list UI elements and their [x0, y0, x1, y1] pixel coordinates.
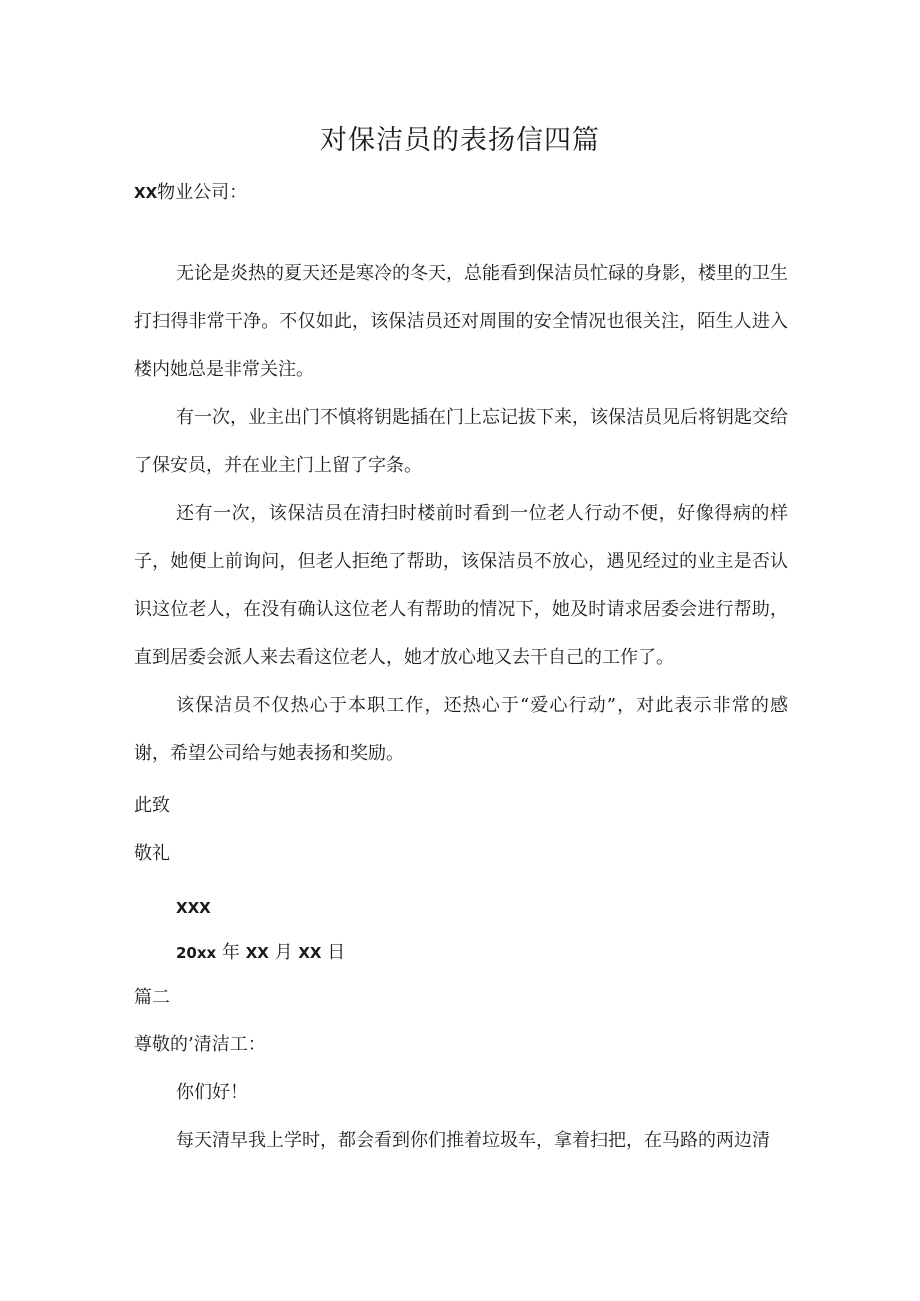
closing-line-2: 敬礼	[134, 843, 170, 864]
greeting: 你们好！	[176, 1082, 248, 1103]
salutation-text: 物业公司：	[157, 182, 248, 203]
section-heading: 篇二	[134, 987, 170, 1008]
signature-date: 20xx 年 XX 月 XX 日	[176, 942, 346, 963]
body-paragraph-2: 有一次，业主出门不慎将钥匙插在门上忘记拔下来，该保洁员见后将钥匙交给了保安员，并在业主门上留了字条。	[134, 407, 788, 476]
salutation-prefix: XX	[134, 184, 158, 202]
document-title: 对保洁员的表扬信四篇	[320, 125, 600, 156]
closing-line-1: 此致	[134, 795, 170, 816]
body-paragraph-5: 每天清早我上学时，都会看到你们推着垃圾车，拿着扫把，在马路的两边清	[176, 1130, 770, 1151]
body-paragraph-4: 该保洁员不仅热心于本职工作，还热心于“爱心行动”，对此表示非常的感谢，希望公司给与她表扬和奖励。	[134, 695, 788, 764]
salutation	[134, 181, 247, 205]
signature	[176, 896, 211, 920]
body-paragraph-3: 还有一次，该保洁员在清扫时楼前时看到一位老人行动不便，好像得病的样子，她便上前询问，但老人拒绝了帮助，该保洁员不放心，遇见经过的业主是否认识这位老人，在没有确认这位老人有帮助的情况下，她及时请求居委会进行帮助，直到居委会派人来去看这位老人，她才放心地又去干自己的工作了。	[134, 503, 788, 668]
body-paragraph-1: 无论是炎热的夏天还是寒冷的冬天，总能看到保洁员忙碌的身影，楼里的卫生打扫得非常干净。不仅如此，该保洁员还对周围的安全情况也很关注，陌生人进入楼内她总是非常关注。	[134, 263, 788, 380]
signature-name: XXX	[176, 899, 211, 917]
salutation-2: 尊敬的’清洁工：	[134, 1034, 266, 1055]
